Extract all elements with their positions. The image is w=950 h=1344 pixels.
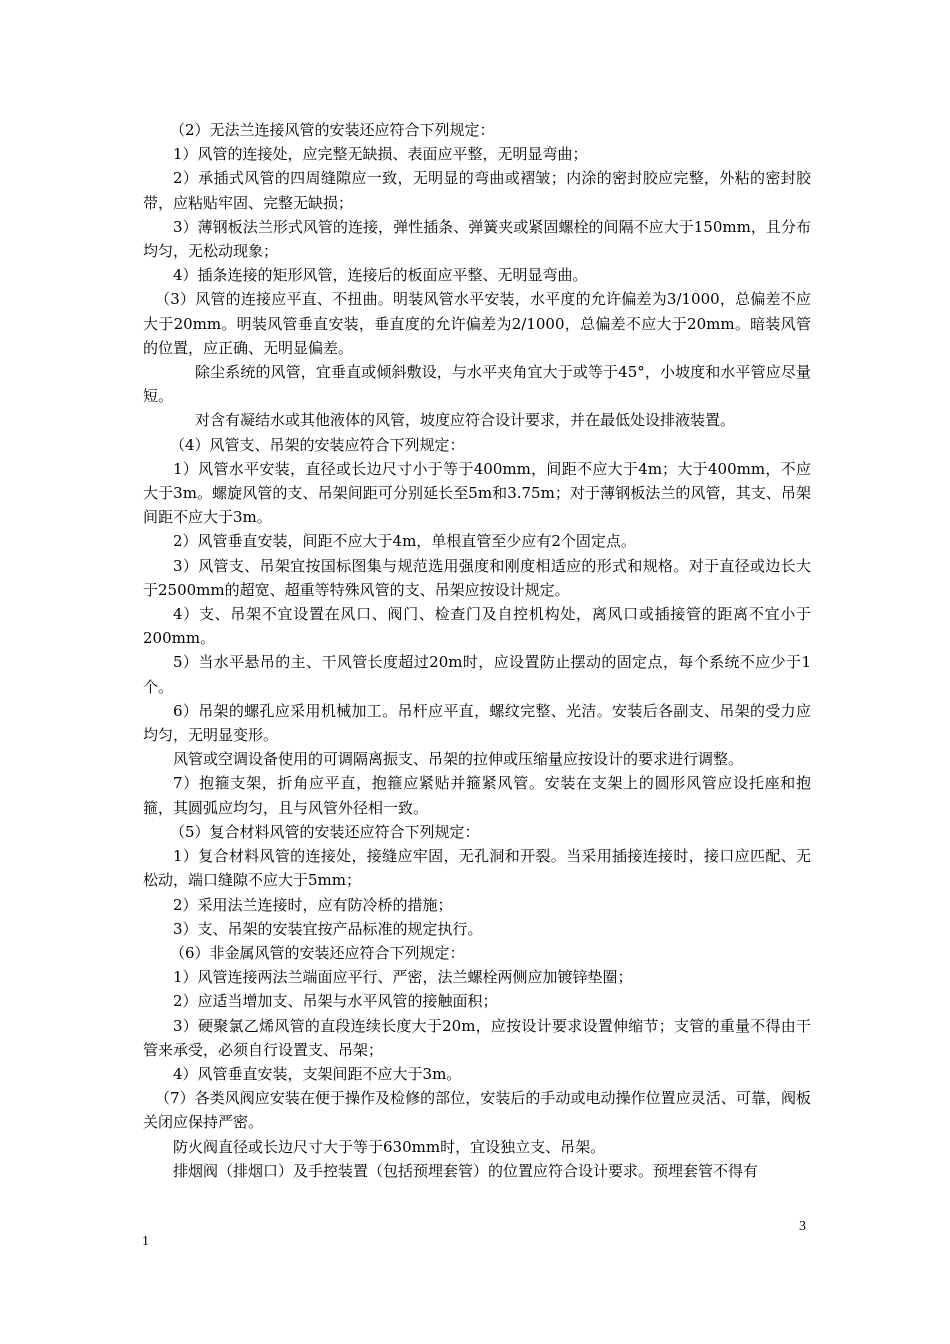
paragraph: 1）风管连接两法兰端面应平行、严密，法兰螺栓两侧应加镀锌垫圈；	[173, 968, 633, 987]
paragraph: 1）风管的连接处，应完整无缺损、表面应平整，无明显弯曲；	[173, 145, 588, 164]
paragraph: 6）吊架的螺孔应采用机械加工。吊杆应平直，螺纹完整、光洁。安装后各副支、吊架的受力应均匀，无明显变形。	[143, 701, 811, 745]
paragraph: 2）应适当增加支、吊架与水平风管的接触面积；	[173, 992, 498, 1011]
paragraph: 3）硬聚氯乙烯风管的直段连续长度大于20m，应按设计要求设置伸缩节；支管的重量不得由干管来承受，必须自行设置支、吊架；	[143, 1016, 811, 1059]
paragraph: 7）抱箍支架，折角应平直，抱箍应紧贴并箍紧风管。安装在支架上的圆形风管应设托座和抱箍，其圆弧应均匀，且与风管外径相一致。	[143, 774, 811, 817]
paragraph: 4）风管垂直安装，支架间距不应大于3m。	[173, 1064, 462, 1083]
paragraph: 5）当水平悬吊的主、干风管长度超过20m时，应设置防止摆动的固定点，每个系统不应少于1个。	[143, 653, 811, 696]
paragraph: （6）非金属风管的安装还应符合下列规定：	[170, 943, 465, 962]
page-number: 3	[799, 1219, 806, 1234]
paragraph: 1）复合材料风管的连接处，接缝应牢固，无孔洞和开裂。当采用插接连接时，接口应匹配、无松动，端口缝隙不应大于5mm；	[143, 847, 811, 890]
paragraph: 防火阀直径或长边尺寸大于等于630mm时，宜设独立支、吊架。	[173, 1137, 606, 1156]
paragraph: 除尘系统的风管，宜垂直或倾斜敷设，与水平夹角宜大于或等于45°，小坡度和水平管应尽量短。	[143, 363, 811, 406]
paragraph: （2）无法兰连接风管的安装还应符合下列规定：	[170, 121, 495, 139]
footer-mark: 1	[142, 1234, 149, 1249]
paragraph: 风管或空调设备使用的可调隔离振支、吊架的拉伸或压缩量应按设计的要求进行调整。	[173, 750, 744, 769]
paragraph: 3）风管支、吊架宜按国标图集与规范选用强度和刚度相适应的形式和规格。对于直径或边长大于2500mm的超宽、超重等特殊风管的支、吊架应按设计规定。	[143, 556, 811, 599]
paragraph: 2）采用法兰连接时，应有防冷桥的措施；	[173, 895, 453, 914]
paragraph: （5）复合材料风管的安装还应符合下列规定：	[170, 822, 480, 841]
paragraph: 排烟阀（排烟口）及手控装置（包括预埋套管）的位置应符合设计要求。预埋套管不得有	[173, 1161, 759, 1180]
paragraph: 4）支、吊架不宜设置在风口、阀门、检查门及自控机构处，离风口或插接管的距离不宜小于200mm。	[143, 605, 811, 648]
paragraph: 2）承插式风管的四周缝隙应一致，无明显的弯曲或褶皱；内涂的密封胶应完整，外粘的密封胶带，应粘贴牢固、完整无缺损；	[143, 169, 811, 212]
paragraph: 3）支、吊架的安装宜按产品标准的规定执行。	[173, 919, 483, 938]
paragraph: 2）风管垂直安装，间距不应大于4m，单根直管至少应有2个固定点。	[173, 532, 636, 551]
paragraph: 对含有凝结水或其他液体的风管，坡度应符合设计要求，并在最低处设排液装置。	[195, 411, 736, 430]
paragraph: （4）风管支、吊架的安装应符合下列规定：	[170, 435, 465, 454]
document-body	[143, 118, 811, 1183]
paragraph: （3）风管的连接应平直、不扭曲。明装风管水平安装，水平度的允许偏差为3/1000，总偏差不应大于20mm。明装风管垂直安装，垂直度的允许偏差为2/1000，总偏差不应大于20mm。暗装风管的位置，应正确、无明显偏差。	[143, 290, 811, 357]
paragraph: 3）薄钢板法兰形式风管的连接，弹性插条、弹簧夹或紧固螺栓的间隔不应大于150mm，且分布均匀，无松动现象；	[143, 217, 811, 261]
paragraph: （7）各类风阀应安装在便于操作及检修的部位，安装后的手动或电动操作位置应灵活、可靠，阀板关闭应保持严密。	[143, 1089, 811, 1132]
paragraph: 4）插条连接的矩形风管，连接后的板面应平整、无明显弯曲。	[173, 266, 588, 285]
paragraph: 1）风管水平安装，直径或长边尺寸小于等于400mm，间距不应大于4m；大于400mm，不应大于3m。螺旋风管的支、吊架间距可分别延长至5m和3.75m；对于薄钢板法兰的风管，其支、吊架间距不应大于3m。	[143, 459, 811, 527]
